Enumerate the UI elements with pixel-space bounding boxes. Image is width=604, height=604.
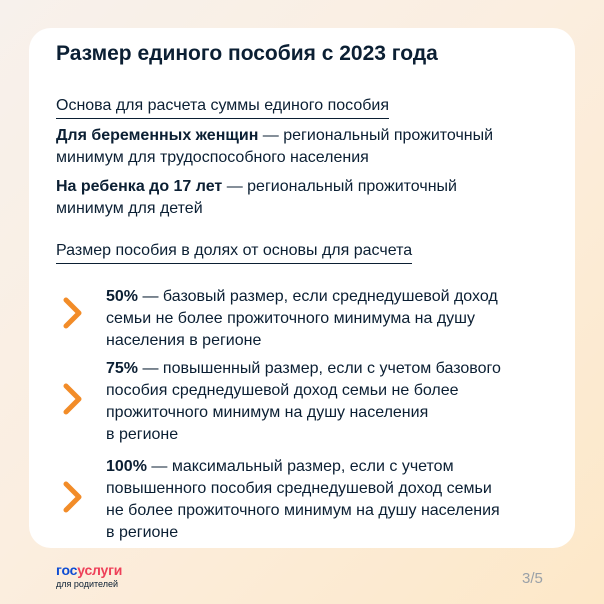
share-text: не более прожиточного минимум на душу населения <box>106 502 500 519</box>
share-text: прожиточного минимум на душу населения <box>106 404 429 421</box>
logo-subtitle: для родителей <box>56 579 118 589</box>
shares-heading: Размер пособия в долях от основы для расчета <box>56 240 412 264</box>
share-text: повышенного пособия среднедушевой доход семьи <box>106 480 492 497</box>
share-item-50 <box>106 286 556 352</box>
share-percent: 75% <box>106 360 139 377</box>
share-text: пособия среднедушевой доход семьи не более <box>106 382 459 399</box>
chevron-right-icon <box>62 296 84 330</box>
page-indicator: 3/5 <box>522 570 543 587</box>
share-text: — базовый размер, если среднедушевой доход <box>138 288 498 305</box>
share-text: — максимальный размер, если с учетом <box>146 458 454 475</box>
basis-item-text: минимум для трудоспособного населения <box>56 149 369 166</box>
basis-item-label: На ребенка до 17 лет <box>56 178 223 195</box>
chevron-right-icon <box>62 382 84 416</box>
share-item-100 <box>106 456 556 544</box>
basis-item-text: — региональный прожиточный <box>258 127 494 144</box>
share-text: в регионе <box>106 524 179 541</box>
basis-item-text: — региональный прожиточный <box>222 178 457 195</box>
share-text: семьи не более прожиточного минимума на душу <box>106 310 476 327</box>
basis-heading: Основа для расчета суммы единого пособия <box>56 95 389 119</box>
basis-item-pregnant <box>56 125 556 169</box>
gosuslugi-logo <box>56 562 122 590</box>
share-text: в регионе <box>106 426 179 443</box>
share-percent: 100% <box>106 458 147 475</box>
basis-item-text: минимум для детей <box>56 200 203 217</box>
basis-item-child <box>56 176 556 220</box>
logo-wordmark: госуслуги <box>56 562 123 578</box>
share-percent: 50% <box>106 288 139 305</box>
chevron-right-icon <box>62 480 84 514</box>
share-item-75 <box>106 358 556 446</box>
share-text: — повышенный размер, если с учетом базового <box>138 360 501 377</box>
share-text: населения в регионе <box>106 332 262 349</box>
basis-item-label: Для беременных женщин <box>56 127 259 144</box>
page-title: Размер единого пособия с 2023 года <box>56 42 438 65</box>
